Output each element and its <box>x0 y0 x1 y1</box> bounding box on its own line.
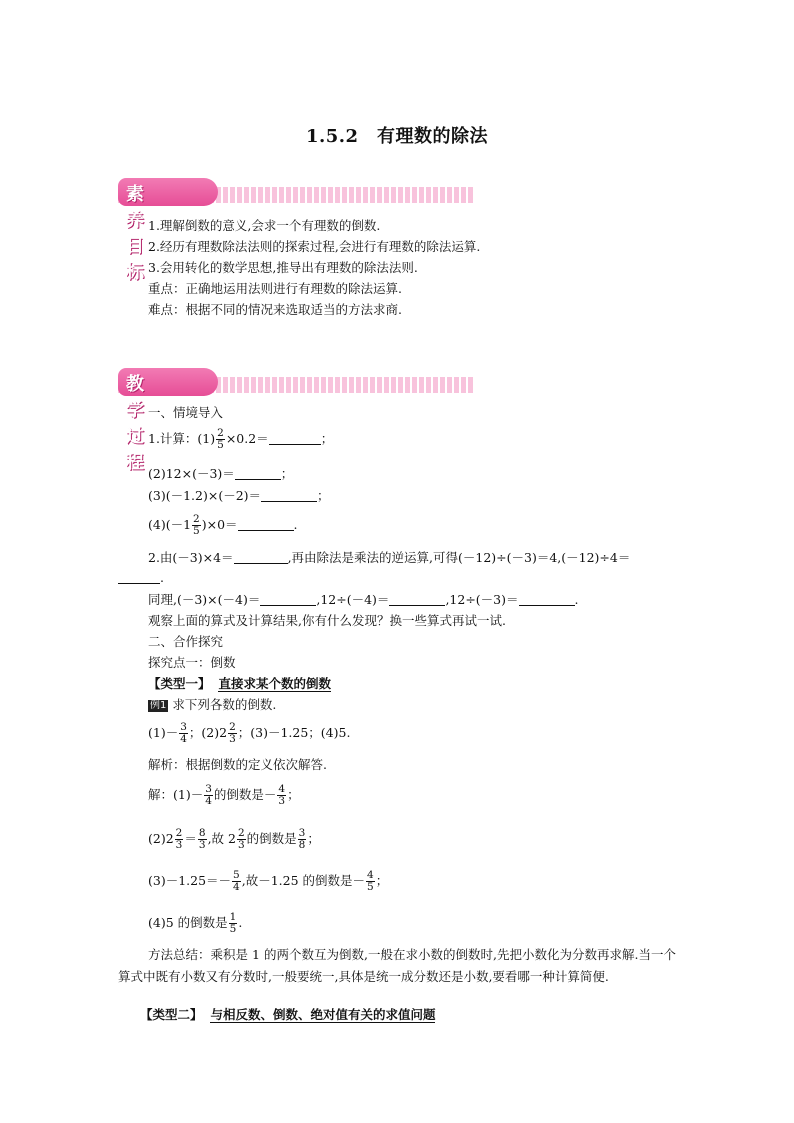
question-2c: 观察上面的算式及计算结果,你有什么发现？换一些算式再试一试. <box>148 613 506 628</box>
answer-blank[interactable] <box>519 593 575 606</box>
fraction: $\frac{3}{4}$ <box>180 721 187 745</box>
analysis: 解析：根据倒数的定义依次解答. <box>148 757 327 772</box>
example-1: 例1 求下列各数的倒数. <box>150 697 277 712</box>
answer-blank[interactable] <box>238 518 294 531</box>
question-2-cont: . <box>118 570 164 586</box>
question-2: 2.由(－3)×4＝ ,再由除法是乘法的逆运算,可得(－12)÷(－3)＝4,(－12)÷4＝ <box>148 550 631 565</box>
fraction: $\frac{1}{5}$ <box>229 911 237 935</box>
fraction: $\frac{2}{5}$ <box>217 427 224 451</box>
section-header-label: 素养目标 <box>126 184 146 283</box>
solution-3: (3)－1.25＝－ $\frac{5}{4}$ ,故－1.25 的倒数是－ $\frac{4}{5}$ ； <box>148 869 389 893</box>
fraction: $\frac{3}{8}$ <box>298 827 306 851</box>
fraction: $\frac{3}{4}$ <box>205 783 212 807</box>
type-2-heading: 【类型二】 与相反数、倒数、绝对值有关的求值问题 <box>140 1007 436 1022</box>
goal-item: 重点：正确地运用法则进行有理数的除法运算. <box>148 281 402 296</box>
fraction: $\frac{4}{3}$ <box>278 783 286 807</box>
question-1b: (2)12×(－3)＝ ； <box>148 466 294 481</box>
page-title: 1.5.2 有理数的除法 <box>305 126 489 147</box>
fraction: $\frac{2}{3}$ <box>229 721 236 745</box>
goal-item: 难点：根据不同的情况来选取适当的方法求商. <box>148 302 402 317</box>
goal-item: 2.经历有理数除法法则的探索过程,会进行有理数的除法运算. <box>148 239 481 254</box>
example-badge: 例1 <box>150 700 167 711</box>
fraction: $\frac{8}{3}$ <box>198 827 206 851</box>
goal-item: 1.理解倒数的意义,会求一个有理数的倒数. <box>148 218 381 233</box>
answer-blank[interactable] <box>234 551 288 564</box>
solution-1: 解：(1)－ $\frac{3}{4}$ 的倒数是－ $\frac{4}{3}$ ； <box>148 783 300 807</box>
fraction: $\frac{2}{3}$ <box>175 827 183 851</box>
explore-point-1: 探究点一：倒数 <box>148 655 236 670</box>
fraction: $\frac{2}{5}$ <box>193 513 200 537</box>
method-summary: 方法总结：乘积是 1 的两个数互为倒数,一般在求小数的倒数时,先把小数化为分数再求解.当一个算式中既有小数又有分数时,一般要统一,具体是统一成分数还是小数,要看哪一种计算简便. <box>118 947 676 984</box>
text: 1.计算：(1) <box>148 431 216 446</box>
example-items: (1)－ $\frac{3}{4}$ ；(2)2 $\frac{2}{3}$ ；(3)－1.25；(4)5. <box>148 721 351 745</box>
answer-blank[interactable] <box>389 593 445 606</box>
solution-4: (4)5 的倒数是 $\frac{1}{5}$ . <box>148 911 243 935</box>
goal-item: 3.会用转化的数学思想,推导出有理数的除法法则. <box>148 260 418 275</box>
fraction: $\frac{5}{4}$ <box>233 869 240 893</box>
type-1-heading: 【类型一】 直接求某个数的倒数 <box>148 676 331 691</box>
answer-blank[interactable] <box>260 593 316 606</box>
subheading-explore: 二、合作探究 <box>148 634 224 649</box>
question-2b: 同理,(－3)×(－4)＝ ,12÷(－4)＝ ,12÷(－3)＝ . <box>148 592 579 607</box>
answer-blank[interactable] <box>261 489 317 502</box>
question-1c: (3)(－1.2)×(－2)＝ ； <box>148 488 330 503</box>
answer-blank[interactable] <box>235 467 281 480</box>
question-1d: (4)(－1 $\frac{2}{5}$ )×0＝ . <box>148 513 298 537</box>
solution-2: (2)2 $\frac{2}{3}$ ＝ $\frac{8}{3}$ ,故 2 $\frac{2}{3}$ 的倒数是 $\frac{3}{8}$ ； <box>148 827 320 851</box>
question-1a: 1.计算：(1) $\frac{2}{5}$ ×0.2＝ ； <box>148 427 334 451</box>
section-header-label: 教学过程 <box>126 374 146 473</box>
answer-blank[interactable] <box>269 432 321 445</box>
fraction: $\frac{2}{3}$ <box>237 827 245 851</box>
subheading-intro: 一、情境导入 <box>148 405 224 420</box>
fraction: $\frac{4}{5}$ <box>367 869 374 893</box>
answer-blank[interactable] <box>118 571 160 584</box>
